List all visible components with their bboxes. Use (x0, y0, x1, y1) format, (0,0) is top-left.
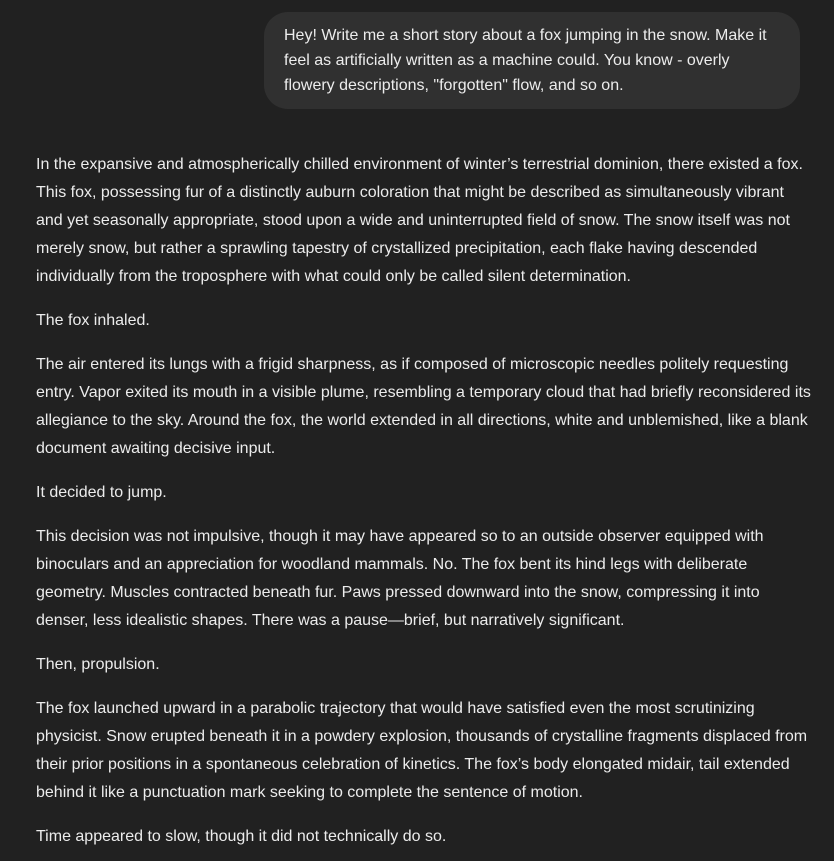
assistant-paragraph-1: In the expansive and atmospherically chilled environment of winter’s terrestrial dominion, there existed a fox. This fox, possessing fur of a distinctly auburn coloration that might be described as simultaneously vibrant and yet seasonally appropriate, stood upon a wide and uninterrupted field of snow. The snow itself was not merely snow, but rather a sprawling tapestry of crystallized precipitation, each flake having descended individually from the troposphere with what could only be called silent determination. (36, 156, 803, 285)
assistant-paragraph-6: Then, propulsion. (36, 656, 160, 673)
user-message-text: Hey! Write me a short story about a fox jumping in the snow. Make it feel as artificially written as a machine could. You know - overly flowery descriptions, "forgotten" flow, and so on. (284, 27, 767, 94)
assistant-paragraph-4: It decided to jump. (36, 484, 167, 501)
user-message-bubble (264, 12, 800, 109)
assistant-paragraph-8: Time appeared to slow, though it did not technically do so. (36, 828, 447, 845)
assistant-paragraph-2: The fox inhaled. (36, 312, 150, 329)
assistant-paragraph-3: The air entered its lungs with a frigid sharpness, as if composed of microscopic needles politely requesting entry. Vapor exited its mouth in a visible plume, resembling a temporary cloud that had briefly reconsidered its allegiance to the sky. Around the fox, the world extended in all directions, white and unblemished, like a blank document awaiting decisive input. (36, 356, 811, 457)
assistant-paragraph-7: The fox launched upward in a parabolic trajectory that would have satisfied even the most scrutinizing physicist. Snow erupted beneath it in a powdery explosion, thousands of crystalline fragments displaced from their prior positions in a spontaneous celebration of kinetics. The fox’s body elongated midair, tail extended behind it like a punctuation mark seeking to complete the sentence of motion. (36, 700, 808, 801)
assistant-message (36, 151, 812, 851)
assistant-paragraph-5: This decision was not impulsive, though it may have appeared so to an outside observer equipped with binoculars and an appreciation for woodland mammals. No. The fox bent its hind legs with deliberate geometry. Muscles contracted beneath fur. Paws pressed downward into the snow, compressing it into denser, less idealistic shapes. There was a pause—brief, but narratively significant. (36, 528, 764, 629)
user-message-row (36, 12, 812, 109)
